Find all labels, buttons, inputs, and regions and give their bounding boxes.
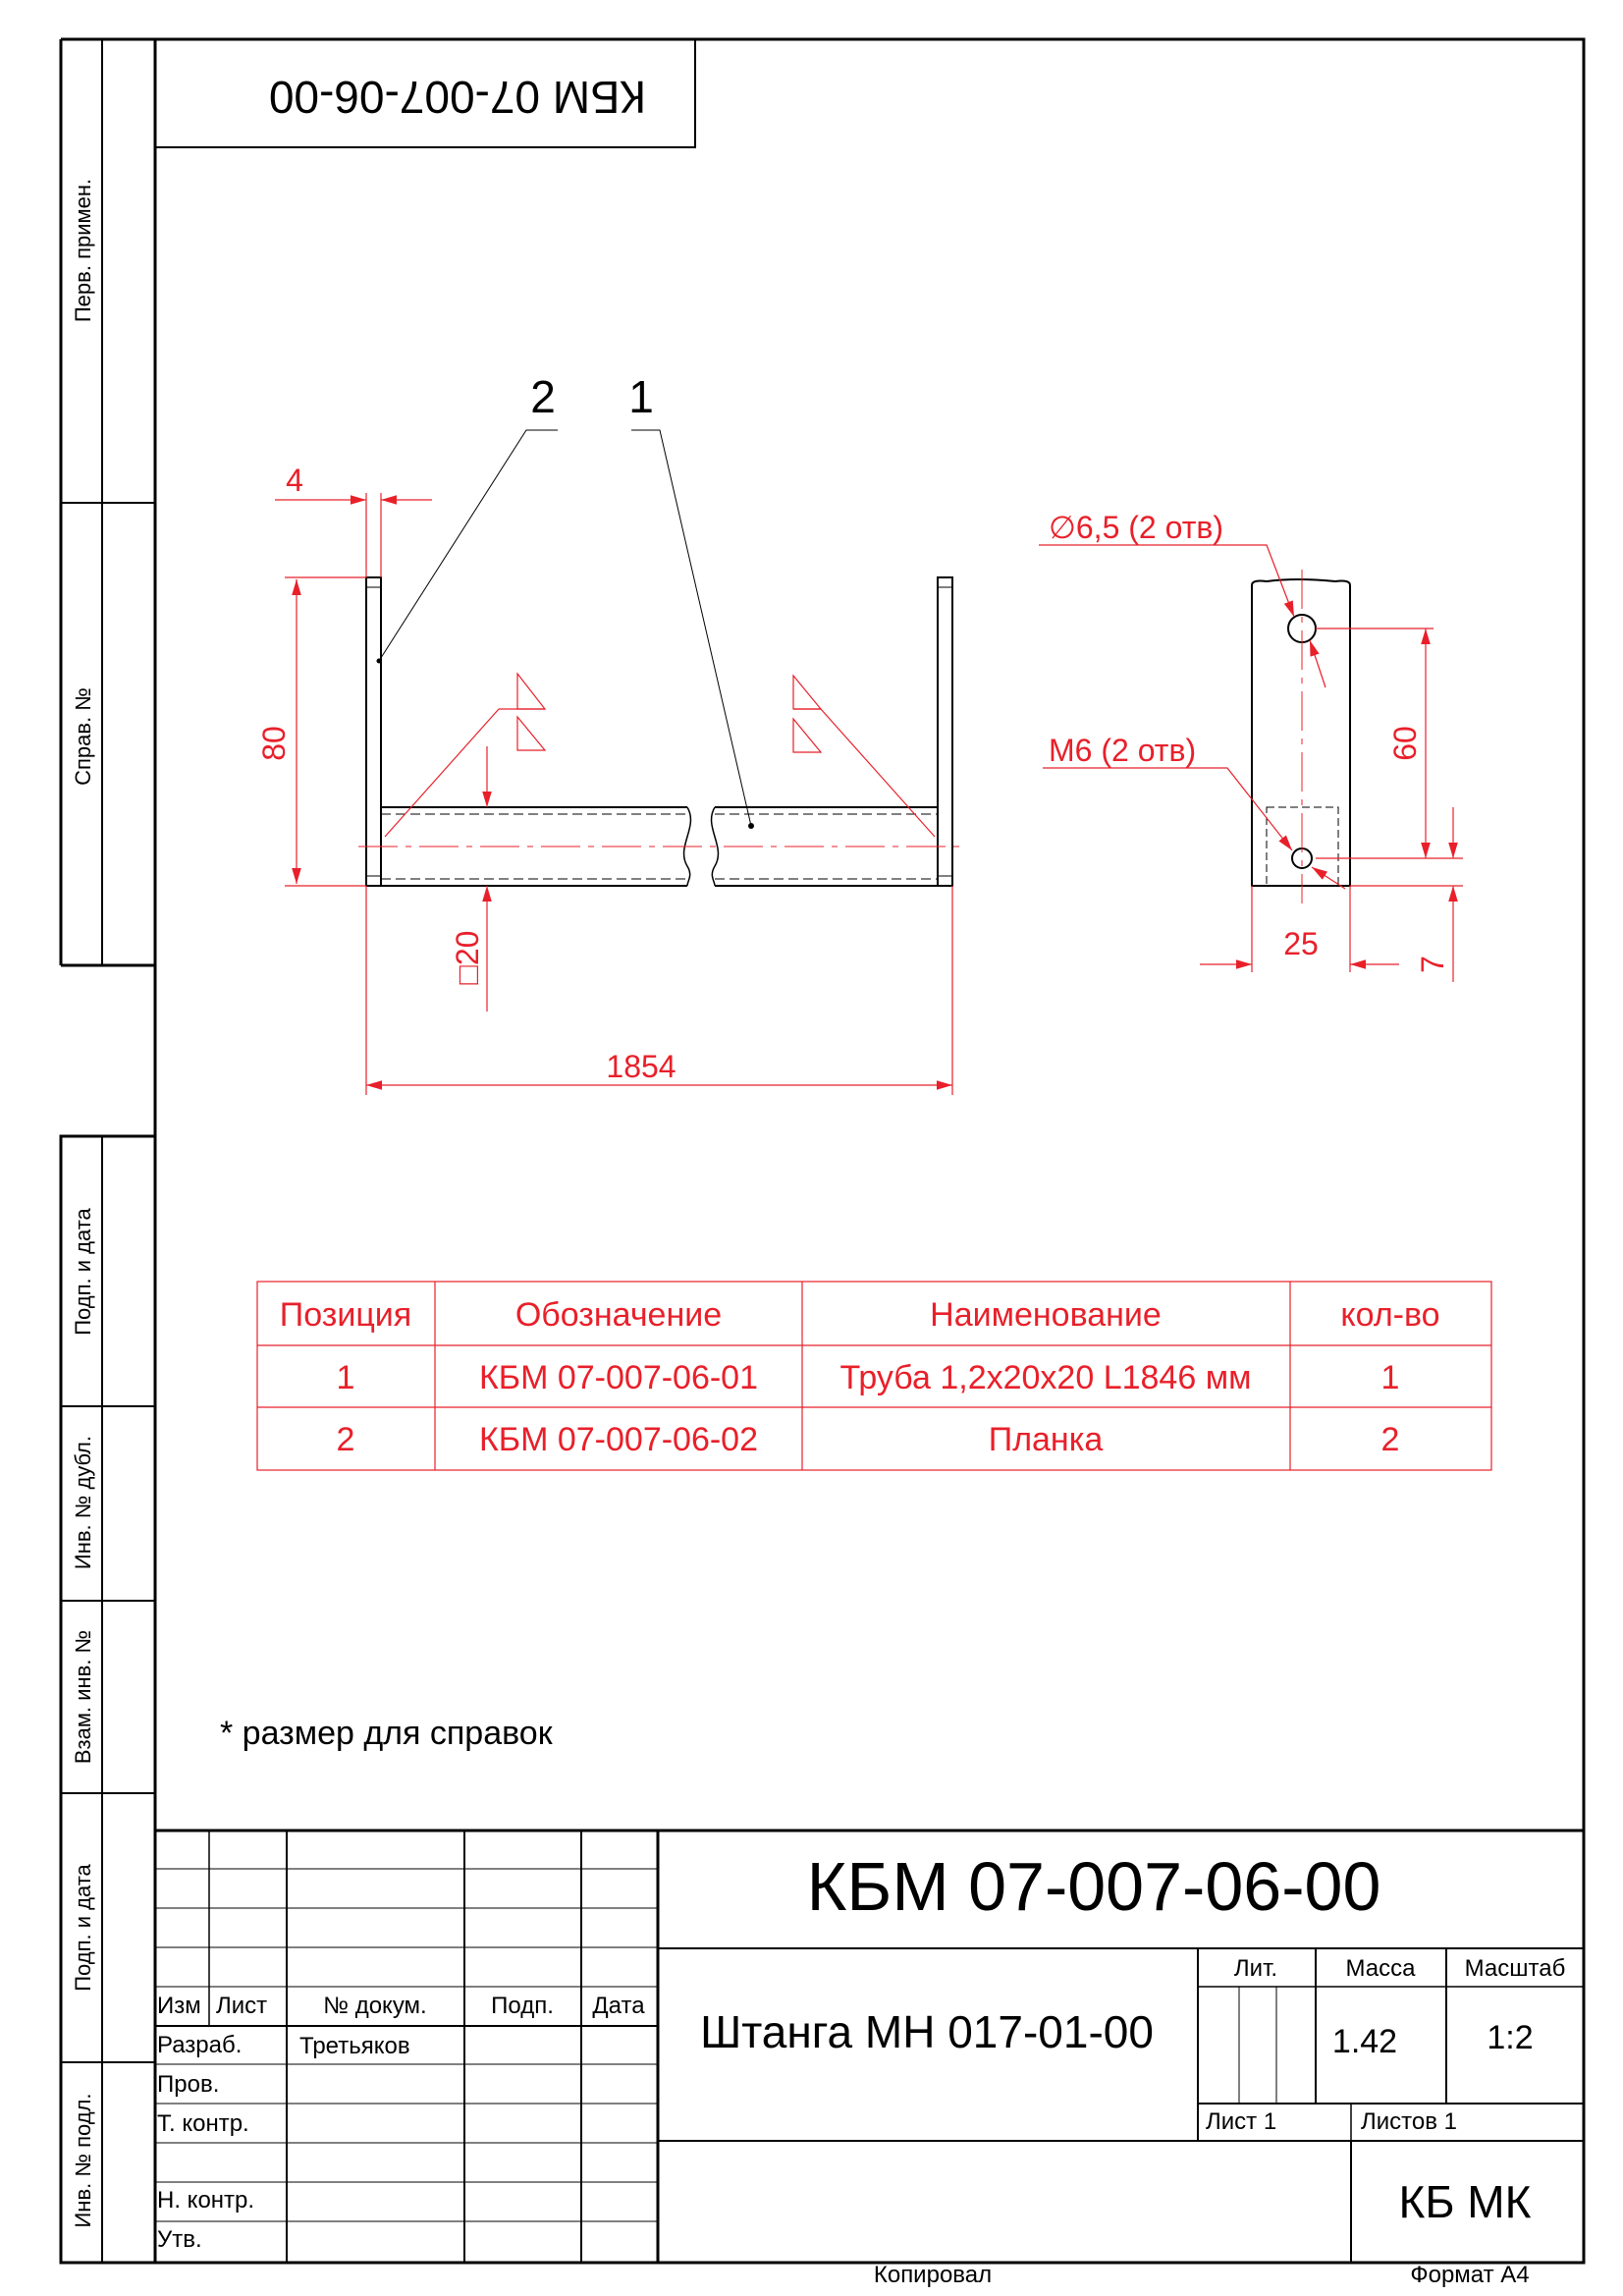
perv-primen-label: Перв. примен.	[71, 178, 95, 323]
dim-total-length: 1854	[606, 1049, 676, 1084]
left-plate	[366, 577, 381, 886]
dim-thread: М6 (2 отв)	[1049, 733, 1197, 768]
spec-row-1-designation: КБМ 07-007-06-01	[478, 1359, 759, 1396]
col-data: Дата	[592, 1993, 645, 2019]
role-razrab: Разраб.	[157, 2032, 243, 2058]
spec-row-2-designation: КБМ 07-007-06-02	[478, 1421, 759, 1458]
organization: КБ МК	[1398, 2176, 1532, 2227]
position-1-label: 1	[628, 371, 654, 422]
col-list: Лист	[216, 1993, 268, 2019]
dim-tube-section: □20	[450, 930, 485, 985]
lit-label: Лит.	[1233, 1955, 1278, 1982]
footer-format: Формат А4	[1410, 2262, 1530, 2288]
spec-header-qty: кол-во	[1340, 1296, 1440, 1334]
spec-row-2-name: Планка	[988, 1421, 1104, 1458]
col-dokum: № докум.	[323, 1993, 427, 2019]
spec-row-2-position: 2	[336, 1421, 355, 1458]
dim-hole-diameter: ∅6,5 (2 отв)	[1049, 510, 1223, 545]
title-name: Штанга МН 017-01-00	[700, 2006, 1154, 2057]
position-leaders	[379, 430, 751, 826]
sheets-total: Листов 1	[1361, 2108, 1457, 2135]
side-column	[71, 179, 95, 2228]
flipped-designation: КБМ 07-007-06-00	[268, 71, 647, 123]
dim-hole-spacing: 60	[1387, 726, 1423, 761]
role-tkontr: Т. контр.	[157, 2110, 249, 2137]
inv-podl-label: Инв. № подл.	[71, 2093, 95, 2228]
masshtab-label: Масштаб	[1464, 1955, 1566, 1982]
front-dimension-texts	[256, 463, 676, 1084]
spec-table	[257, 1282, 1491, 1470]
role-nkontr: Н. контр.	[157, 2187, 255, 2214]
masshtab-value: 1:2	[1487, 2019, 1534, 2056]
dim-plate-thickness: 4	[286, 463, 303, 498]
footer-kopiroval: Копировал	[873, 2262, 993, 2288]
col-izm: Изм	[157, 1993, 201, 2019]
side-view	[1252, 579, 1350, 886]
massa-label: Масса	[1345, 1955, 1416, 1982]
position-2-label: 2	[530, 371, 556, 422]
spec-header-designation: Обозначение	[514, 1296, 723, 1334]
dim-plate-width: 25	[1283, 926, 1319, 961]
reference-note: * размер для справок	[220, 1715, 553, 1752]
spec-header-name: Наименование	[930, 1296, 1162, 1334]
frame	[61, 39, 1584, 2263]
role-prov: Пров.	[157, 2071, 220, 2098]
dim-height: 80	[256, 726, 292, 761]
side-dimension-texts	[1049, 510, 1450, 973]
col-podp: Подп.	[491, 1993, 554, 2019]
massa-value: 1.42	[1331, 2023, 1398, 2060]
spec-row-1-position: 1	[336, 1359, 355, 1396]
spec-header-position: Позиция	[279, 1296, 412, 1334]
dim-edge-offset: 7	[1415, 956, 1450, 973]
spec-row-2-qty: 2	[1380, 1421, 1400, 1458]
sprav-no-label: Справ. №	[71, 687, 95, 786]
spec-row-1-name: Труба 1,2х20х20 L1846 мм	[839, 1359, 1252, 1396]
podp-data-top-label: Подп. и дата	[71, 1208, 95, 1336]
vzam-inv-label: Взам. инв. №	[71, 1629, 95, 1765]
role-utv: Утв.	[157, 2226, 202, 2253]
right-plate	[938, 577, 952, 886]
spec-row-1-qty: 1	[1380, 1359, 1400, 1396]
razrab-name: Третьяков	[299, 2033, 410, 2059]
inv-dubl-label: Инв. № дубл.	[71, 1435, 95, 1570]
title-designation: КБМ 07-007-06-00	[806, 1848, 1381, 1925]
front-dimensions	[275, 493, 952, 1095]
front-view	[358, 577, 960, 886]
sheet-number: Лист 1	[1206, 2108, 1277, 2135]
podp-data-bottom-label: Подп. и дата	[71, 1864, 95, 1992]
